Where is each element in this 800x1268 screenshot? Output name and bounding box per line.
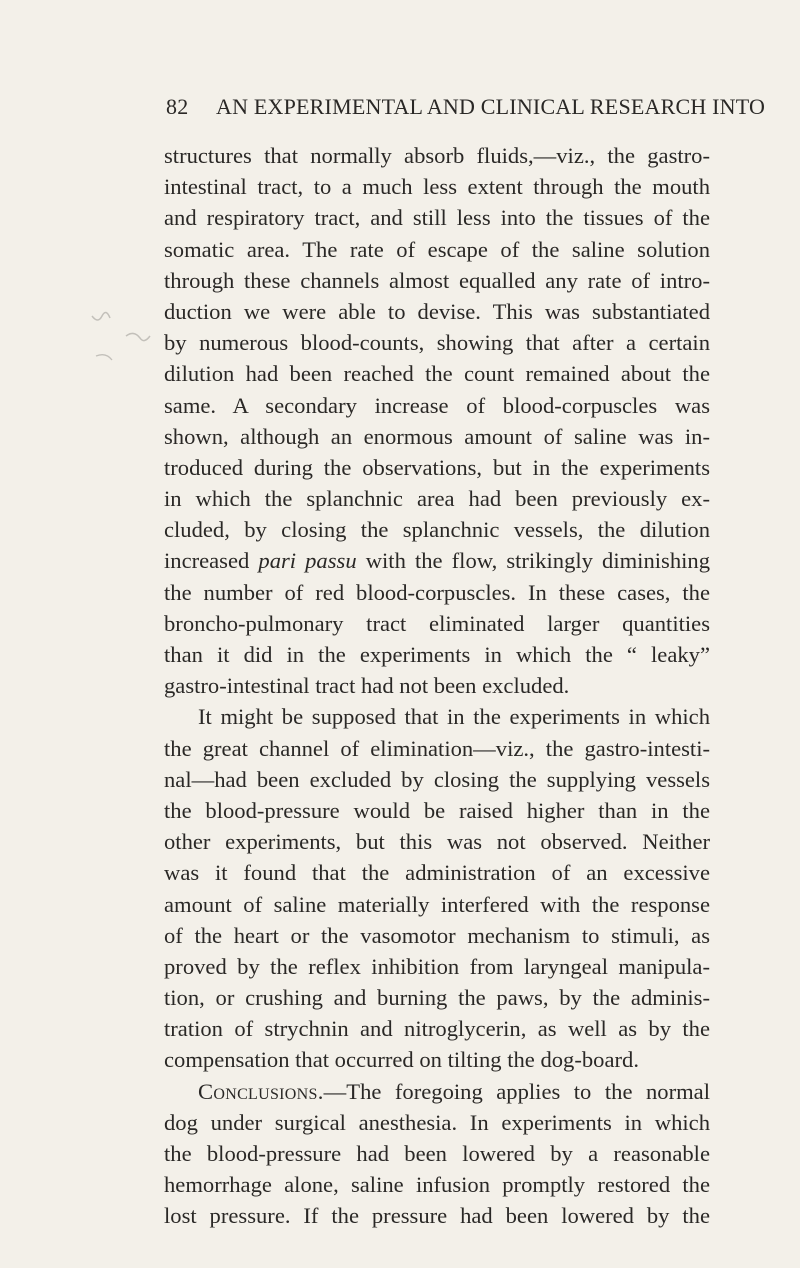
running-title: AN EXPERIMENTAL AND CLINICAL RESEARCH INTO <box>216 94 766 119</box>
text-segment: increased <box>164 548 259 574</box>
text-line: nal—had been excluded by closing the supplying vessels <box>164 766 710 792</box>
text-line: somatic area. The rate of escape of the saline solution <box>164 236 710 262</box>
body-text <box>164 140 710 1232</box>
text-line: tion, or crushing and burning the paws, by the adminis- <box>164 985 710 1011</box>
text-line: than it did in the experiments in which the “ leaky” <box>164 642 710 667</box>
text-line-with-italic <box>164 545 710 576</box>
text-line: other experiments, but this was not observed. Neither <box>164 829 710 855</box>
running-header <box>166 94 766 120</box>
text-line: structures that normally absorb fluids,—viz., the gastro- <box>164 143 710 168</box>
text-segment: —The foregoing applies to the normal <box>323 1078 710 1104</box>
text-line: hemorrhage alone, saline infusion promptly restored the <box>164 1172 710 1198</box>
text-line: in which the splanchnic area had been previously ex- <box>164 486 710 512</box>
bleed-through-mark <box>86 296 156 376</box>
text-line: dog under surgical anesthesia. In experiments in which <box>164 1109 710 1135</box>
text-line: It might be supposed that in the experiments in which <box>198 704 710 730</box>
text-segment: with the flow, strikingly diminishing <box>356 548 710 574</box>
text-line-with-heading <box>164 1076 710 1107</box>
text-line: through these channels almost equalled any rate of intro- <box>164 267 710 293</box>
text-line: dilution had been reached the count remained about the <box>164 361 710 387</box>
text-line: troduced during the observations, but in the experiments <box>164 454 710 480</box>
text-line: cluded, by closing the splanchnic vessels, the dilution <box>164 517 710 543</box>
text-line: duction we were able to devise. This was substantiated <box>164 298 710 324</box>
text-line: lost pressure. If the pressure had been lowered by the <box>164 1203 710 1229</box>
text-line: the blood-pressure would be raised higher than in the <box>164 797 710 823</box>
section-heading: Conclusions. <box>198 1078 324 1104</box>
text-line: the blood-pressure had been lowered by a reasonable <box>164 1141 710 1166</box>
text-line: amount of saline materially interfered with the response <box>164 891 710 917</box>
text-line: compensation that occurred on tilting the dog-board. <box>164 1047 639 1073</box>
text-line: gastro-intestinal tract had not been excluded. <box>164 673 570 699</box>
text-line: the great channel of elimination—viz., the gastro-intesti- <box>164 735 710 761</box>
text-line: proved by the reflex inhibition from laryngeal manipula- <box>164 953 710 979</box>
text-line: was it found that the administration of an excessive <box>164 860 710 886</box>
text-line: shown, although an enormous amount of saline was in- <box>164 423 710 449</box>
text-line: the number of red blood-corpuscles. In these cases, the <box>164 579 710 605</box>
text-line: same. A secondary increase of blood-corpuscles was <box>164 392 710 418</box>
text-line: of the heart or the vasomotor mechanism to stimuli, as <box>164 922 710 948</box>
text-line: tration of strychnin and nitroglycerin, as well as by the <box>164 1016 710 1042</box>
text-line: broncho-pulmonary tract eliminated larger quantities <box>164 610 710 636</box>
text-line: by numerous blood-counts, showing that after a certain <box>164 330 710 356</box>
italic-phrase: pari passu <box>258 548 357 574</box>
page-number: 82 <box>166 94 189 119</box>
text-line: and respiratory tract, and still less into the tissues of the <box>164 205 710 231</box>
text-line: intestinal tract, to a much less extent through the mouth <box>164 174 710 200</box>
